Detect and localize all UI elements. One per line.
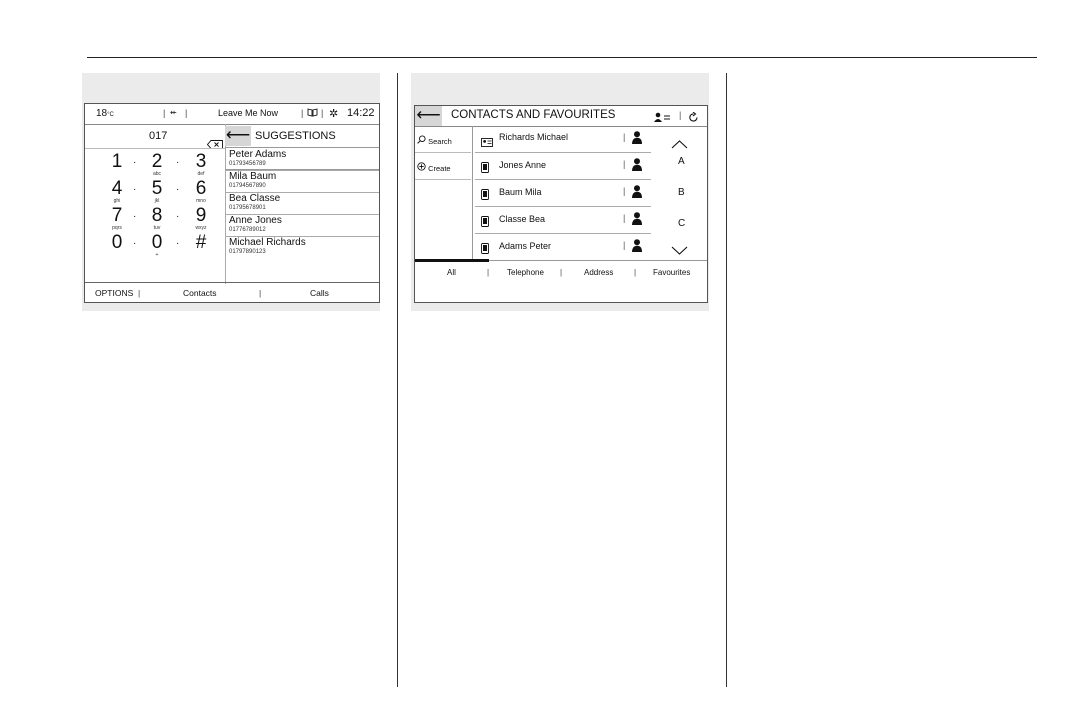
key-1[interactable] [107,152,127,171]
search-label: Search [428,137,452,146]
person-icon[interactable] [632,131,642,149]
keypad-dot: · [133,238,137,249]
key-digit: 6 [195,178,207,199]
contact-card-icon [481,134,493,152]
keypad-dot: · [176,211,180,222]
key-digit: 0 [151,232,163,253]
keypad-dot: · [176,157,180,168]
contact-row[interactable] [475,126,651,153]
tab-telephone[interactable]: Telephone [507,268,544,277]
suggestion-number: 01793456789 [229,161,266,167]
dialed-number: 017 [149,130,168,142]
key-3[interactable] [191,152,211,177]
key-letters: wxyz [195,225,207,231]
suggestion-item[interactable] [225,148,380,171]
sidebar-divider [472,126,473,260]
contact-list-icon[interactable] [654,110,670,128]
key-4[interactable] [107,179,127,204]
keypad-dot: · [133,157,137,168]
scroll-up-chevron-icon[interactable] [671,136,688,154]
keypad-dot: · [133,184,137,195]
temperature-value: 18 [96,108,108,119]
key-letters: + [155,252,159,258]
suggestion-number: 01795678901 [229,205,266,211]
leave-now-label[interactable]: Leave Me Now [218,108,279,118]
person-icon[interactable] [632,212,642,230]
create-label: Create [428,164,451,173]
key-2[interactable] [147,152,167,177]
temperature [96,108,114,119]
back-arrow-icon[interactable]: ⟵ [225,125,251,144]
suggestion-item[interactable] [225,236,380,258]
person-icon[interactable] [632,185,642,203]
person-icon[interactable] [632,158,642,176]
contact-name: Richards Michael [499,132,569,142]
suggestion-item[interactable] [225,170,380,193]
separator: | [487,268,490,277]
key-5[interactable] [147,179,167,204]
key-digit: # [195,232,207,253]
figure-phone-keypad [82,73,380,311]
suggestion-item[interactable] [225,214,380,237]
contact-row[interactable] [475,234,651,261]
suggestion-name: Mila Baum [229,171,277,182]
contact-name: Classe Bea [499,214,546,224]
bottom-bar [85,282,380,303]
clock-time: 14:22 [347,107,375,119]
key-0[interactable] [107,233,127,252]
contacts-screen [414,105,708,303]
add-circle-icon [417,164,426,173]
key-letters: abc [152,171,162,177]
figure-contacts [411,73,709,311]
separator: | [634,268,637,277]
key-7[interactable] [107,206,127,231]
key-6[interactable] [191,179,211,204]
usb-icon: ⇷ [170,108,177,117]
column-divider [726,73,727,687]
separator: | [259,288,262,298]
tab-address[interactable]: Address [584,268,614,277]
contact-row[interactable] [475,180,651,207]
suggestion-name: Anne Jones [229,215,282,226]
keypad-dot: · [133,211,137,222]
separator: | [185,108,188,118]
contact-row[interactable] [475,153,651,180]
key-digit: 9 [195,205,207,226]
key-digit: 7 [111,205,123,226]
key-digit: 5 [151,178,163,199]
suggestion-number: 01776789012 [229,227,266,233]
suggestion-number: 01794567890 [229,183,266,189]
separator: | [623,132,626,142]
separator: | [623,213,626,223]
alphabet-index-letter[interactable]: B [678,187,685,198]
options-button[interactable]: OPTIONS [95,288,134,298]
contacts-button[interactable]: Contacts [183,288,217,298]
key-digit: 4 [111,178,123,199]
suggestions-title: SUGGESTIONS [255,130,336,142]
scroll-down-chevron-icon[interactable] [671,242,688,260]
phone-icon [481,241,489,259]
separator: | [301,108,304,118]
temperature-unit: °C [107,112,114,118]
active-tab-indicator [415,259,489,262]
refresh-icon[interactable] [688,110,699,128]
key-letters: pqrs [112,225,122,231]
contact-name: Baum Mila [499,187,542,197]
separator: | [679,110,682,120]
filter-tab-bar [415,260,708,283]
key-digit: 1 [111,151,123,172]
number-underline [85,148,225,149]
key-digit: 2 [151,151,163,172]
contact-row[interactable] [475,207,651,234]
contact-name: Jones Anne [499,160,547,170]
keypad-dot: · [176,238,180,249]
suggestion-number: 01797890123 [229,249,266,255]
alphabet-index-letter[interactable]: C [678,218,686,229]
separator: | [321,108,324,118]
page-title: CONTACTS AND FAVOURITES [451,109,616,121]
key-digit: 0 [111,232,123,253]
separator: | [163,108,166,118]
back-arrow-icon[interactable]: ⟵ [416,105,441,124]
separator: | [623,186,626,196]
create-action[interactable] [417,162,451,173]
key-digit: 8 [151,205,163,226]
separator: | [623,240,626,250]
page-header-rule [87,57,1037,58]
separator: | [560,268,563,277]
person-icon[interactable] [632,239,642,257]
key-letters: mno [196,198,206,204]
search-action[interactable] [417,135,452,146]
separator: | [138,288,141,298]
phone-icon [481,160,489,178]
key-digit: 3 [195,151,207,172]
settings-gear-icon[interactable]: ✲ [329,108,339,120]
book-icon[interactable] [307,108,318,119]
phone-icon [481,187,489,205]
calls-button[interactable]: Calls [310,288,329,298]
separator: | [623,159,626,169]
tab-favourites[interactable]: Favourites [653,268,691,277]
suggestion-name: Michael Richards [229,237,306,248]
alphabet-index-letter[interactable]: A [678,156,685,167]
suggestion-item[interactable] [225,192,380,215]
key-8[interactable] [147,206,167,231]
keypad-dot: · [176,184,180,195]
key-9[interactable] [191,206,211,231]
contact-name: Adams Peter [499,241,552,251]
key-letters: ghi [113,198,121,204]
status-bar [85,104,380,125]
phone-icon [481,214,489,232]
phone-keypad-screen [84,103,380,303]
search-icon [417,137,426,146]
column-divider [397,73,398,687]
sidebar-separator [415,152,471,153]
sidebar-separator [415,179,471,180]
key-letters: def [197,171,205,177]
key-hash[interactable] [191,233,211,252]
suggestion-name: Peter Adams [229,149,287,160]
key-letters: tuv [153,225,161,231]
tab-all[interactable]: All [447,268,456,277]
key-letters: jkl [154,198,160,204]
key-0-plus[interactable] [147,233,167,258]
suggestion-name: Bea Classe [229,193,281,204]
